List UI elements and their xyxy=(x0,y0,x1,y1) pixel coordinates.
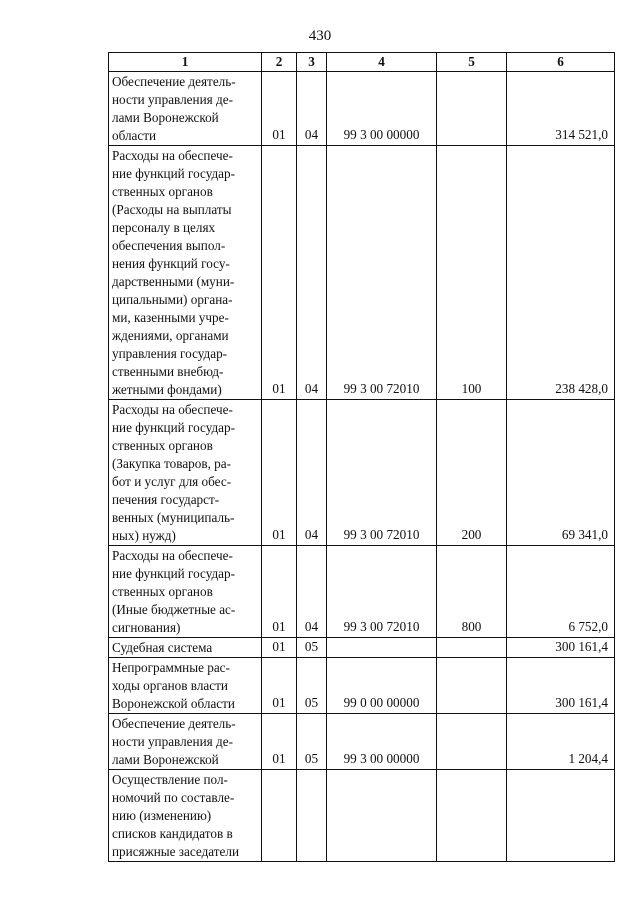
row-amount: 300 161,4 xyxy=(507,658,615,714)
row-name: Расходы на обеспече- ние функций государ- ственных органов (Расходы на выплаты персоналу в целях обеспечения выпол- нения функций госу- дарственными (муни- ципальными) органа- ми, казенными учре- ждениями, органами управления государ- ственными внебюд- жетными фондами) xyxy=(109,146,262,400)
row-expense-type xyxy=(437,72,507,146)
page-number: 430 xyxy=(308,28,332,44)
table-row xyxy=(109,546,615,638)
table-row xyxy=(109,72,615,146)
row-target-article xyxy=(327,770,437,862)
row-name: Расходы на обеспече- ние функций государ- ственных органов (Закупка товаров, ра- бот и услуг для обес- печения государст- венных (муниципаль- ных) нужд) xyxy=(109,400,262,546)
header-col-4: 4 xyxy=(327,53,437,72)
row-subsection: 04 xyxy=(297,400,327,546)
row-expense-type: 100 xyxy=(437,146,507,400)
header-col-3: 3 xyxy=(297,53,327,72)
row-amount: 6 752,0 xyxy=(507,546,615,638)
row-amount: 314 521,0 xyxy=(507,72,615,146)
row-subsection: 05 xyxy=(297,658,327,714)
row-amount: 69 341,0 xyxy=(507,400,615,546)
table-row xyxy=(109,658,615,714)
row-section: 01 xyxy=(262,146,297,400)
table-row xyxy=(109,400,615,546)
row-section: 01 xyxy=(262,658,297,714)
row-subsection: 04 xyxy=(297,146,327,400)
header-col-5: 5 xyxy=(437,53,507,72)
row-target-article: 99 3 00 00000 xyxy=(327,714,437,770)
budget-table xyxy=(108,52,615,862)
row-section: 01 xyxy=(262,546,297,638)
row-amount: 1 204,4 xyxy=(507,714,615,770)
header-col-2: 2 xyxy=(262,53,297,72)
row-subsection: 04 xyxy=(297,72,327,146)
row-target-article: 99 3 00 72010 xyxy=(327,146,437,400)
row-section xyxy=(262,770,297,862)
row-subsection: 04 xyxy=(297,546,327,638)
row-target-article: 99 3 00 72010 xyxy=(327,546,437,638)
row-target-article: 99 3 00 00000 xyxy=(327,72,437,146)
row-section: 01 xyxy=(262,72,297,146)
row-target-article: 99 3 00 72010 xyxy=(327,400,437,546)
row-subsection xyxy=(297,770,327,862)
table-row xyxy=(109,714,615,770)
row-name: Судебная система xyxy=(109,638,262,658)
row-name: Непрограммные рас- ходы органов власти Воронежской области xyxy=(109,658,262,714)
row-expense-type xyxy=(437,770,507,862)
row-expense-type: 200 xyxy=(437,400,507,546)
header-col-6: 6 xyxy=(507,53,615,72)
row-expense-type xyxy=(437,658,507,714)
row-expense-type xyxy=(437,638,507,658)
table-row xyxy=(109,770,615,862)
row-subsection: 05 xyxy=(297,638,327,658)
header-row xyxy=(109,53,615,72)
row-name: Обеспечение деятель- ности управления де- лами Воронежской области xyxy=(109,72,262,146)
row-target-article xyxy=(327,638,437,658)
row-amount: 238 428,0 xyxy=(507,146,615,400)
row-section: 01 xyxy=(262,714,297,770)
header-col-1: 1 xyxy=(109,53,262,72)
row-name: Осуществление пол- номочий по составле- нию (изменению) списков кандидатов в присяжные заседатели xyxy=(109,770,262,862)
row-section: 01 xyxy=(262,400,297,546)
row-target-article: 99 0 00 00000 xyxy=(327,658,437,714)
row-subsection: 05 xyxy=(297,714,327,770)
table-row xyxy=(109,146,615,400)
row-expense-type xyxy=(437,714,507,770)
row-expense-type: 800 xyxy=(437,546,507,638)
row-amount xyxy=(507,770,615,862)
row-amount: 300 161,4 xyxy=(507,638,615,658)
table-row xyxy=(109,638,615,658)
row-section: 01 xyxy=(262,638,297,658)
row-name: Расходы на обеспече- ние функций государ- ственных органов (Иные бюджетные ас- сигнования) xyxy=(109,546,262,638)
row-name: Обеспечение деятель- ности управления де- лами Воронежской xyxy=(109,714,262,770)
